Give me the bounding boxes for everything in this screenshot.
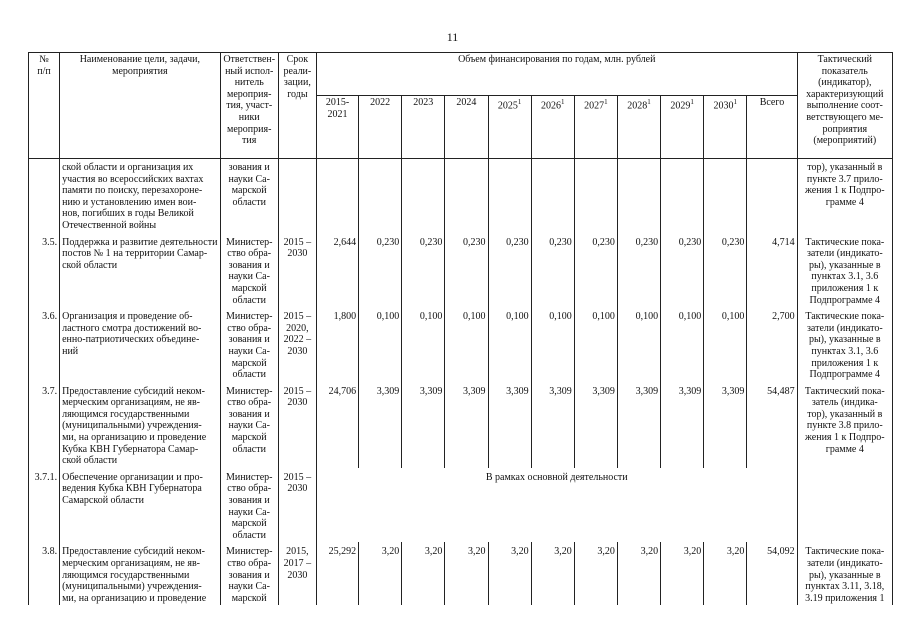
row-responsible: Министер- ство обра- зования и науки Са- марской области xyxy=(220,307,278,382)
row-value-9: 0,100 xyxy=(704,307,747,382)
row-value-8: 3,20 xyxy=(661,542,704,605)
row-value-8: 0,230 xyxy=(661,233,704,308)
continuation-name: ской области и организация их участия во всероссийских вахтах памяти по поиску, перезахороне- нию и установлению имен вои- нов, погибших в годы Великой Отечественной войны xyxy=(60,159,221,233)
footnote-mark: 1 xyxy=(517,98,522,106)
continuation-indicator: тор), указанный в пункте 3.7 прило- жения 1 к Подпро- грамме 4 xyxy=(797,159,892,233)
row-value-10: 4,714 xyxy=(747,233,797,308)
row-value-4: 0,100 xyxy=(488,307,531,382)
row-responsible: Министер- ство обра- зования и науки Са- марской xyxy=(220,542,278,605)
row-term: 2015 – 2030 xyxy=(278,468,316,543)
row-value-8: 0,100 xyxy=(661,307,704,382)
row-value-1: 0,230 xyxy=(359,233,402,308)
row-span-text: В рамках основной деятельности xyxy=(316,468,797,543)
row-value-7: 0,100 xyxy=(617,307,660,382)
continuation-row xyxy=(29,159,893,233)
row-number: 3.7.1. xyxy=(29,468,60,543)
row-value-10: 54,487 xyxy=(747,382,797,468)
row-value-0: 24,706 xyxy=(316,382,358,468)
row-value-5: 3,309 xyxy=(531,382,574,468)
header-term: Срок реали- зации, годы xyxy=(278,53,316,159)
row-term: 2015 – 2030 xyxy=(278,382,316,468)
header-financing: Объем финансирования по годам, млн. рублей xyxy=(316,53,797,96)
row-value-3: 0,100 xyxy=(445,307,488,382)
row-responsible: Министер- ство обра- зования и науки Са- марской области xyxy=(220,382,278,468)
row-value-7: 0,230 xyxy=(617,233,660,308)
year-header-4: 2025$^1$ xyxy=(488,96,531,159)
row-value-0: 25,292 xyxy=(316,542,358,605)
row-value-1: 0,100 xyxy=(359,307,402,382)
table-row xyxy=(29,468,893,543)
row-value-9: 0,230 xyxy=(704,233,747,308)
row-number: 3.5. xyxy=(29,233,60,308)
year-header-2: 2023 xyxy=(402,96,445,159)
row-value-2: 3,309 xyxy=(402,382,445,468)
row-indicator: Тактические пока- затели (индикато- ры), указанные в пунктах 3.11, 3.18, 3.19 приложения 1 xyxy=(797,542,892,605)
row-value-6: 3,309 xyxy=(574,382,617,468)
row-value-0: 2,644 xyxy=(316,233,358,308)
year-header-7: 2028$^1$ xyxy=(617,96,660,159)
row-indicator: Тактические пока- затели (индикато- ры), указанные в пунктах 3.1, 3.6 приложения 1 к Подпрограмме 4 xyxy=(797,307,892,382)
row-value-3: 3,309 xyxy=(445,382,488,468)
year-header-5: 2026$^1$ xyxy=(531,96,574,159)
row-value-7: 3,20 xyxy=(617,542,660,605)
row-responsible: Министер- ство обра- зования и науки Са- марской области xyxy=(220,233,278,308)
header-num: № п/п xyxy=(29,53,60,159)
table-row xyxy=(29,307,893,382)
row-value-5: 0,230 xyxy=(531,233,574,308)
row-term: 2015 – 2030 xyxy=(278,233,316,308)
financing-table xyxy=(28,52,893,605)
footnote-mark: 1 xyxy=(690,98,694,106)
header-indicator: Тактический показатель (индикатор), характеризующий выполнение соот- ветствующего ме- роприятия (мероприятий) xyxy=(797,53,892,159)
footnote-mark: 1 xyxy=(560,98,565,106)
table-row xyxy=(29,382,893,468)
continuation-resp: зования и науки Са- марской области xyxy=(220,159,278,233)
header-resp: Ответствен- ный испол- нитель мероприя- тия, участ- ники мероприя- тия xyxy=(220,53,278,159)
row-value-7: 3,309 xyxy=(617,382,660,468)
row-value-5: 0,100 xyxy=(531,307,574,382)
row-value-9: 3,309 xyxy=(704,382,747,468)
footnote-mark: 1 xyxy=(733,98,738,106)
row-name: Обеспечение организации и про- ведения Кубка КВН Губернатора Самарской области xyxy=(60,468,221,543)
footnote-mark: 1 xyxy=(604,98,608,106)
table-frame xyxy=(28,52,893,639)
row-value-8: 3,309 xyxy=(661,382,704,468)
row-value-5: 3,20 xyxy=(531,542,574,605)
footnote-mark: 1 xyxy=(647,98,651,106)
year-header-0: 2015- 2021 xyxy=(316,96,358,159)
header-name: Наименование цели, задачи, мероприятия xyxy=(60,53,221,159)
table-row xyxy=(29,542,893,605)
row-value-10: 2,700 xyxy=(747,307,797,382)
row-indicator xyxy=(797,468,892,543)
row-value-3: 3,20 xyxy=(445,542,488,605)
row-value-3: 0,230 xyxy=(445,233,488,308)
row-number: 3.6. xyxy=(29,307,60,382)
row-value-2: 0,100 xyxy=(402,307,445,382)
table-body xyxy=(29,159,893,606)
year-header-8: 2029$^1$ xyxy=(661,96,704,159)
row-value-4: 3,20 xyxy=(488,542,531,605)
row-value-2: 0,230 xyxy=(402,233,445,308)
row-term: 2015, 2017 – 2030 xyxy=(278,542,316,605)
row-value-4: 3,309 xyxy=(488,382,531,468)
row-responsible: Министер- ство обра- зования и науки Са- марской области xyxy=(220,468,278,543)
row-name: Поддержка и развитие деятельности постов № 1 на территории Самар- ской области xyxy=(60,233,221,308)
year-header-10: Всего xyxy=(747,96,797,159)
page-number: 11 xyxy=(446,30,459,44)
row-value-6: 0,100 xyxy=(574,307,617,382)
row-value-9: 3,20 xyxy=(704,542,747,605)
row-name: Предоставление субсидий неком- мерческим организациям, не яв- ляющимся государственными (муниципальными) учреждения- ми, на организацию и проведение xyxy=(60,542,221,605)
row-value-6: 3,20 xyxy=(574,542,617,605)
row-term: 2015 – 2020, 2022 – 2030 xyxy=(278,307,316,382)
row-value-2: 3,20 xyxy=(402,542,445,605)
row-number: 3.7. xyxy=(29,382,60,468)
row-value-4: 0,230 xyxy=(488,233,531,308)
row-value-1: 3,309 xyxy=(359,382,402,468)
row-value-1: 3,20 xyxy=(359,542,402,605)
row-number: 3.8. xyxy=(29,542,60,605)
row-indicator: Тактический пока- затель (индика- тор), указанный в пункте 3.8 прило- жения 1 к Подпро- грамме 4 xyxy=(797,382,892,468)
year-header-9: 2030$^1$ xyxy=(704,96,747,159)
row-value-0: 1,800 xyxy=(316,307,358,382)
row-indicator: Тактические пока- затели (индикато- ры), указанные в пунктах 3.1, 3.6 приложения 1 к Подпрограмме 4 xyxy=(797,233,892,308)
row-name: Организация и проведение об- ластного смотра достижений во- енно-патриотических объедине- ний xyxy=(60,307,221,382)
year-header-3: 2024 xyxy=(445,96,488,159)
row-value-10: 54,092 xyxy=(747,542,797,605)
year-header-1: 2022 xyxy=(359,96,402,159)
row-value-6: 0,230 xyxy=(574,233,617,308)
table-row xyxy=(29,233,893,308)
row-name: Предоставление субсидий неком- мерческим организациям, не яв- ляющимся государственными (муниципальными) учреждения- ми, на организацию и проведение Кубка КВН Губернатора Самар- ской области xyxy=(60,382,221,468)
year-header-6: 2027$^1$ xyxy=(574,96,617,159)
